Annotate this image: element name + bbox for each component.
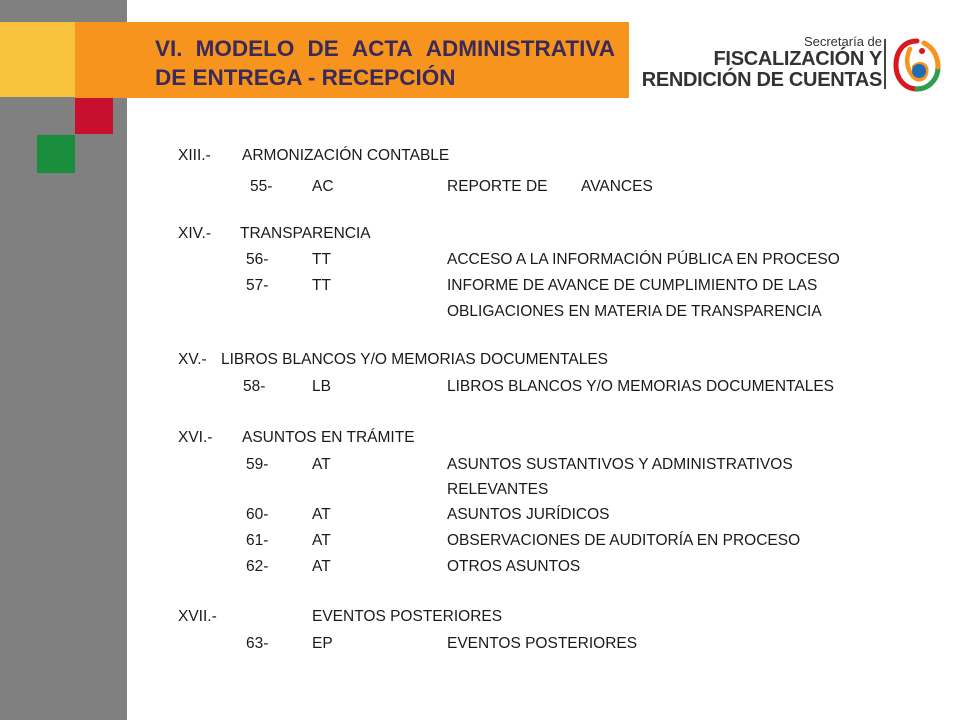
item-number: 56- [246, 251, 269, 268]
title-line-2: DE ENTREGA - RECEPCIÓN [155, 65, 456, 90]
item-description: OTROS ASUNTOS [447, 558, 581, 575]
title-word: ADMINISTRATIVA [425, 36, 615, 61]
item-description: INFORME DE AVANCE DE CUMPLIMIENTO DE LAS [447, 277, 818, 294]
section-number: XV.- [178, 351, 207, 368]
section-title: TRANSPARENCIA [240, 225, 371, 242]
item-description: AVANCES [581, 178, 653, 195]
section-number: XVI.- [178, 429, 213, 446]
item-description: ASUNTOS SUSTANTIVOS Y ADMINISTRATIVOS [447, 456, 793, 473]
item-code: EP [312, 635, 333, 652]
item-description: REPORTE DE [447, 178, 548, 195]
item-number: 57- [246, 277, 269, 294]
logo-line-2: RENDICIÓN DE CUENTAS [641, 69, 882, 91]
item-number: 58- [243, 378, 266, 395]
item-description: ASUNTOS JURÍDICOS [447, 506, 610, 523]
title-word: VI. [155, 36, 183, 61]
item-description: RELEVANTES [447, 481, 549, 498]
item-code: AC [312, 178, 334, 195]
item-description: OBLIGACIONES EN MATERIA DE TRANSPARENCIA [447, 303, 822, 320]
item-number: 60- [246, 506, 269, 523]
item-code: TT [312, 251, 331, 268]
section-title: EVENTOS POSTERIORES [312, 608, 503, 625]
item-description: OBSERVACIONES DE AUDITORÍA EN PROCESO [447, 532, 801, 549]
item-number: 63- [246, 635, 269, 652]
section-title: ASUNTOS EN TRÁMITE [242, 429, 415, 446]
item-number: 55- [250, 178, 273, 195]
title-word: MODELO [195, 36, 295, 61]
item-code: AT [312, 558, 331, 575]
item-code: AT [312, 506, 331, 523]
item-number: 59- [246, 456, 269, 473]
item-description: LIBROS BLANCOS Y/O MEMORIAS DOCUMENTALES [447, 378, 835, 395]
section-number: XVII.- [178, 608, 217, 625]
item-number: 62- [246, 558, 269, 575]
logo-small-text: Secretaría de [803, 34, 882, 49]
item-code: AT [312, 456, 331, 473]
item-description: ACCESO A LA INFORMACIÓN PÚBLICA EN PROCESO [447, 251, 840, 268]
title-word: DE [307, 36, 339, 61]
section-title: LIBROS BLANCOS Y/O MEMORIAS DOCUMENTALES [221, 351, 609, 368]
item-code: TT [312, 277, 331, 294]
title-word: ACTA [351, 36, 413, 61]
item-number: 61- [246, 532, 269, 549]
section-number: XIII.- [178, 147, 211, 164]
item-code: LB [312, 378, 331, 395]
section-number: XIV.- [178, 225, 212, 242]
logo-line-1: FISCALIZACIÓN Y [713, 48, 882, 70]
item-code: AT [312, 532, 331, 549]
item-description: EVENTOS POSTERIORES [447, 635, 638, 652]
section-title: ARMONIZACIÓN CONTABLE [242, 147, 450, 164]
